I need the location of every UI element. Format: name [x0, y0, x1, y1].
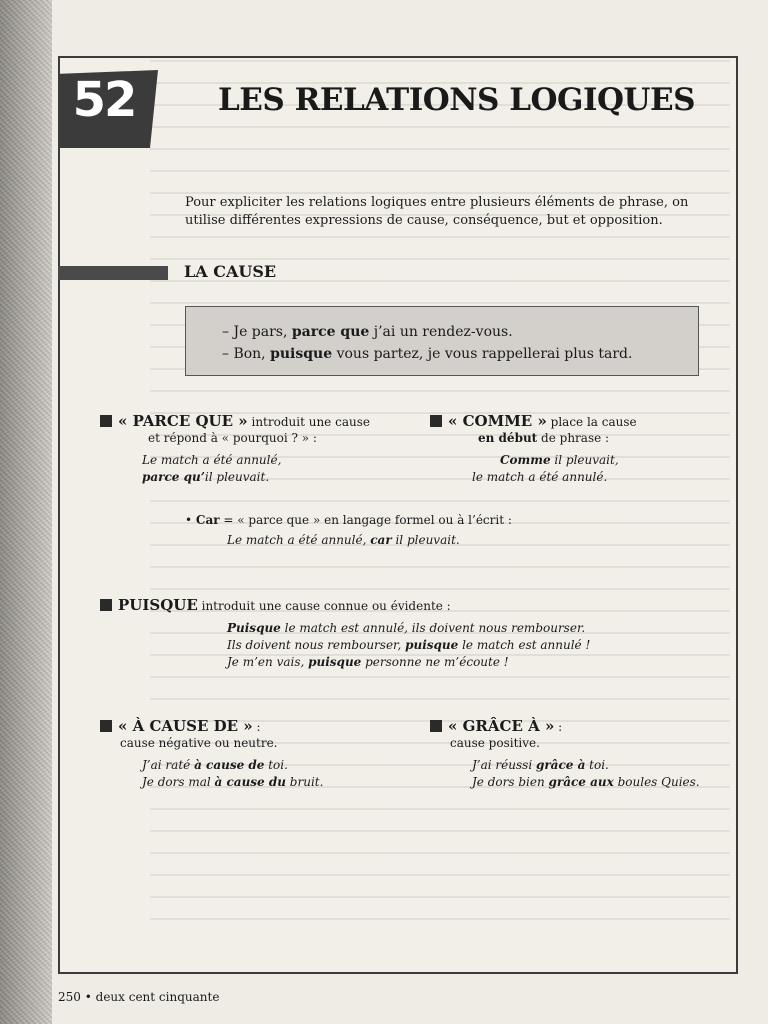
keyword: Puisque [227, 621, 281, 635]
example-text: bruit. [285, 775, 324, 789]
puisque-example-2 [100, 637, 700, 654]
puisque-example-3 [100, 654, 700, 671]
example-line-1 [222, 321, 698, 343]
footer-separator: • [84, 990, 92, 1004]
puisque-heading: PUISQUE [118, 596, 198, 614]
square-bullet-icon [100, 599, 112, 611]
example-text: J’ai réussi [472, 758, 536, 772]
example-text: Je m’en vais, [227, 655, 309, 669]
car-block [185, 512, 685, 549]
parce-que-desc-1: introduit une cause [247, 415, 370, 429]
parce-que-block [100, 413, 420, 486]
page-number-words: deux cent cinquante [95, 990, 220, 1004]
parce-que-desc-2: et répond à « pourquoi ? » : [148, 431, 317, 445]
example-text: personne ne m’écoute ! [361, 655, 509, 669]
example-text: Je dors mal [142, 775, 215, 789]
example-text: il pleuvait. [391, 533, 460, 547]
car-desc: = « parce que » en langage formel ou à l’écrit : [219, 513, 512, 527]
comme-example-1 [430, 452, 730, 469]
car-label: Car [195, 513, 220, 527]
a-cause-de-block [100, 718, 420, 791]
grace-a-example-1 [430, 757, 730, 774]
example-text: il pleuvait, [550, 453, 619, 467]
example-text: il pleuvait. [204, 470, 270, 484]
keyword: Comme [500, 453, 551, 467]
grace-a-desc: cause positive. [450, 736, 540, 750]
section-marker-bar [58, 266, 168, 280]
grace-a-block [430, 718, 730, 791]
desc-text: de phrase : [537, 431, 610, 445]
keyword: grâce à [535, 758, 586, 772]
example-text: toi. [585, 758, 609, 772]
keyword: parce qu’ [142, 470, 205, 484]
bleed-through-texture [150, 60, 730, 920]
a-cause-de-desc: cause négative ou neutre. [120, 736, 278, 750]
keyword: puisque [405, 638, 459, 652]
comme-example-2: le match a été annulé. [472, 470, 608, 484]
example-text: toi. [264, 758, 288, 772]
keyword: grâce aux [548, 775, 614, 789]
keyword: à cause de [194, 758, 265, 772]
page-title: LES RELATIONS LOGIQUES [218, 82, 696, 118]
a-cause-de-example-2 [100, 774, 420, 791]
page-footer [58, 990, 219, 1004]
example-text: Le match a été annulé, [227, 533, 371, 547]
grace-a-heading: « GRÂCE À » [448, 717, 555, 735]
a-cause-de-example-1 [100, 757, 420, 774]
example-text: J’ai raté [142, 758, 195, 772]
keyword: à cause du [214, 775, 286, 789]
example-text: Ils doivent nous rembourser, [227, 638, 406, 652]
parce-que-example-2 [100, 469, 420, 486]
heading-suffix: : [252, 720, 261, 734]
comme-desc-2 [430, 430, 730, 446]
square-bullet-icon [100, 415, 112, 427]
puisque-example-1 [100, 620, 700, 637]
keyword: en début [478, 431, 538, 445]
example-text: Je dors bien [472, 775, 549, 789]
keyword: puisque [270, 346, 333, 362]
parce-que-heading: « PARCE QUE » [118, 412, 248, 430]
example-text: – Bon, [222, 346, 271, 362]
example-text: vous partez, je vous rappellerai plus tard. [332, 346, 633, 362]
example-text: le match est annulé, ils doivent nous rembourser. [280, 621, 586, 635]
puisque-desc: introduit une cause connue ou évidente : [197, 599, 451, 613]
comme-block [430, 413, 730, 486]
keyword: parce que [291, 324, 370, 340]
intro-line-1: Pour expliciter les relations logiques entre plusieurs éléments de phrase, on [185, 195, 689, 210]
example-text: le match est annulé ! [458, 638, 591, 652]
section-title: LA CAUSE [184, 262, 277, 281]
chapter-number: 52 [72, 72, 136, 128]
example-text: – Je pars, [222, 324, 292, 340]
car-example [185, 532, 685, 549]
keyword: car [370, 533, 392, 547]
comme-heading: « COMME » [448, 412, 547, 430]
intro-paragraph [185, 194, 715, 230]
example-dialogue-box [185, 306, 699, 376]
square-bullet-icon [430, 720, 442, 732]
grace-a-example-2 [430, 774, 730, 791]
a-cause-de-heading: « À CAUSE DE » [118, 717, 253, 735]
example-text: j’ai un rendez-vous. [369, 324, 513, 340]
heading-suffix: : [554, 720, 563, 734]
scan-edge [0, 0, 52, 1024]
example-text: boules Quies. [613, 775, 700, 789]
keyword: puisque [308, 655, 362, 669]
parce-que-example-1: Le match a été annulé, [142, 453, 282, 467]
comme-desc-1: place la cause [546, 415, 637, 429]
example-line-2 [222, 343, 698, 365]
intro-line-2: utilise différentes expressions de cause, conséquence, but et opposition. [185, 213, 663, 228]
dot-bullet-icon: • [185, 513, 196, 527]
square-bullet-icon [100, 720, 112, 732]
square-bullet-icon [430, 415, 442, 427]
puisque-block [100, 597, 700, 671]
page-number: 250 [58, 990, 81, 1004]
